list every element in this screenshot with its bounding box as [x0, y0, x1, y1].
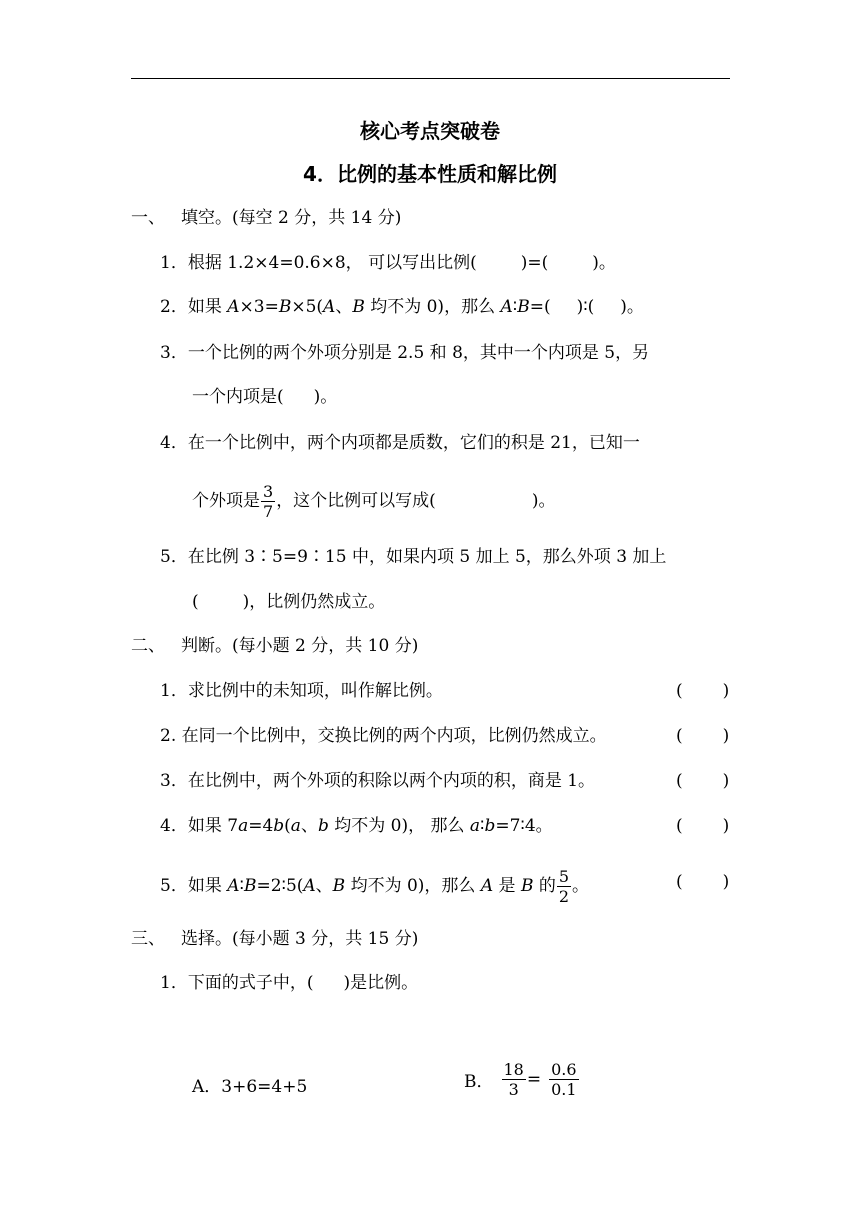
section-heading-fill-blank: 一、 填空。(每空 2 分，共 14 分): [131, 208, 402, 228]
question-1-3-cont: 一个内项是( )。: [192, 387, 338, 407]
section-heading-multiple-choice: 三、 选择。(每小题 3 分，共 15 分): [131, 929, 419, 949]
choice-a: A．3+6=4+5: [192, 1077, 308, 1097]
fraction-five-halves: $\frac{5}{2}$: [558, 867, 570, 906]
answer-paren-2-4: ( ): [676, 816, 730, 836]
question-1-4-cont: 个外项是 $\frac{3}{7}$ ，这个比例可以写成( )。: [192, 482, 556, 521]
question-2-2: 2. 在同一个比例中，交换比例的两个内项，比例仍然成立。: [160, 726, 607, 746]
question-2-4: 4．如果 7a=4b(a、b 均不为 0)， 那么 a∶b=7∶4。: [160, 816, 553, 836]
fraction-18-over-3: $\frac{18}{3}$: [503, 1060, 524, 1099]
question-1-3: 3．一个比例的两个外项分别是 2.5 和 8，其中一个内项是 5，另: [160, 343, 650, 363]
choice-b: B． $\frac{18}{3}$ = $\frac{0.6}{0.1}$: [464, 1060, 577, 1099]
section-heading-true-false: 二、 判断。(每小题 2 分，共 10 分): [131, 636, 419, 656]
answer-paren-2-2: ( ): [676, 726, 730, 746]
page-subtitle: 4．比例的基本性质和解比例: [303, 162, 557, 186]
question-2-1: 1．求比例中的未知项，叫作解比例。: [160, 681, 443, 701]
header-rule: [131, 78, 730, 79]
answer-paren-2-3: ( ): [676, 771, 730, 791]
question-2-5: 5．如果 A∶B=2∶5(A、B 均不为 0)，那么 A 是 B 的 $\frac{5}{2}$ 。: [160, 867, 590, 906]
answer-paren-2-1: ( ): [676, 681, 730, 701]
answer-paren-2-5: ( ): [676, 872, 730, 892]
page-title: 核心考点突破卷: [360, 119, 500, 143]
question-1-1: 1．根据 1.2×4=0.6×8， 可以写出比例( )=( )。: [160, 253, 616, 273]
question-1-2: 2．如果 A×3=B×5(A、B 均不为 0)，那么 A∶B=( )∶( )。: [160, 297, 644, 317]
fraction-three-sevenths: $\frac{3}{7}$: [263, 482, 274, 521]
question-2-3: 3．在比例中，两个外项的积除以两个内项的积，商是 1。: [160, 771, 596, 791]
question-3-1: 1．下面的式子中，( )是比例。: [160, 973, 419, 993]
question-1-4: 4．在一个比例中，两个内项都是质数，它们的积是 21，已知一: [160, 433, 640, 453]
fraction-0.6-over-0.1: $\frac{0.6}{0.1}$: [551, 1060, 577, 1099]
question-1-5: 5．在比例 3∶5=9∶15 中，如果内项 5 加上 5，那么外项 3 加上: [160, 547, 667, 567]
question-1-5-cont: ( )，比例仍然成立。: [192, 592, 386, 612]
